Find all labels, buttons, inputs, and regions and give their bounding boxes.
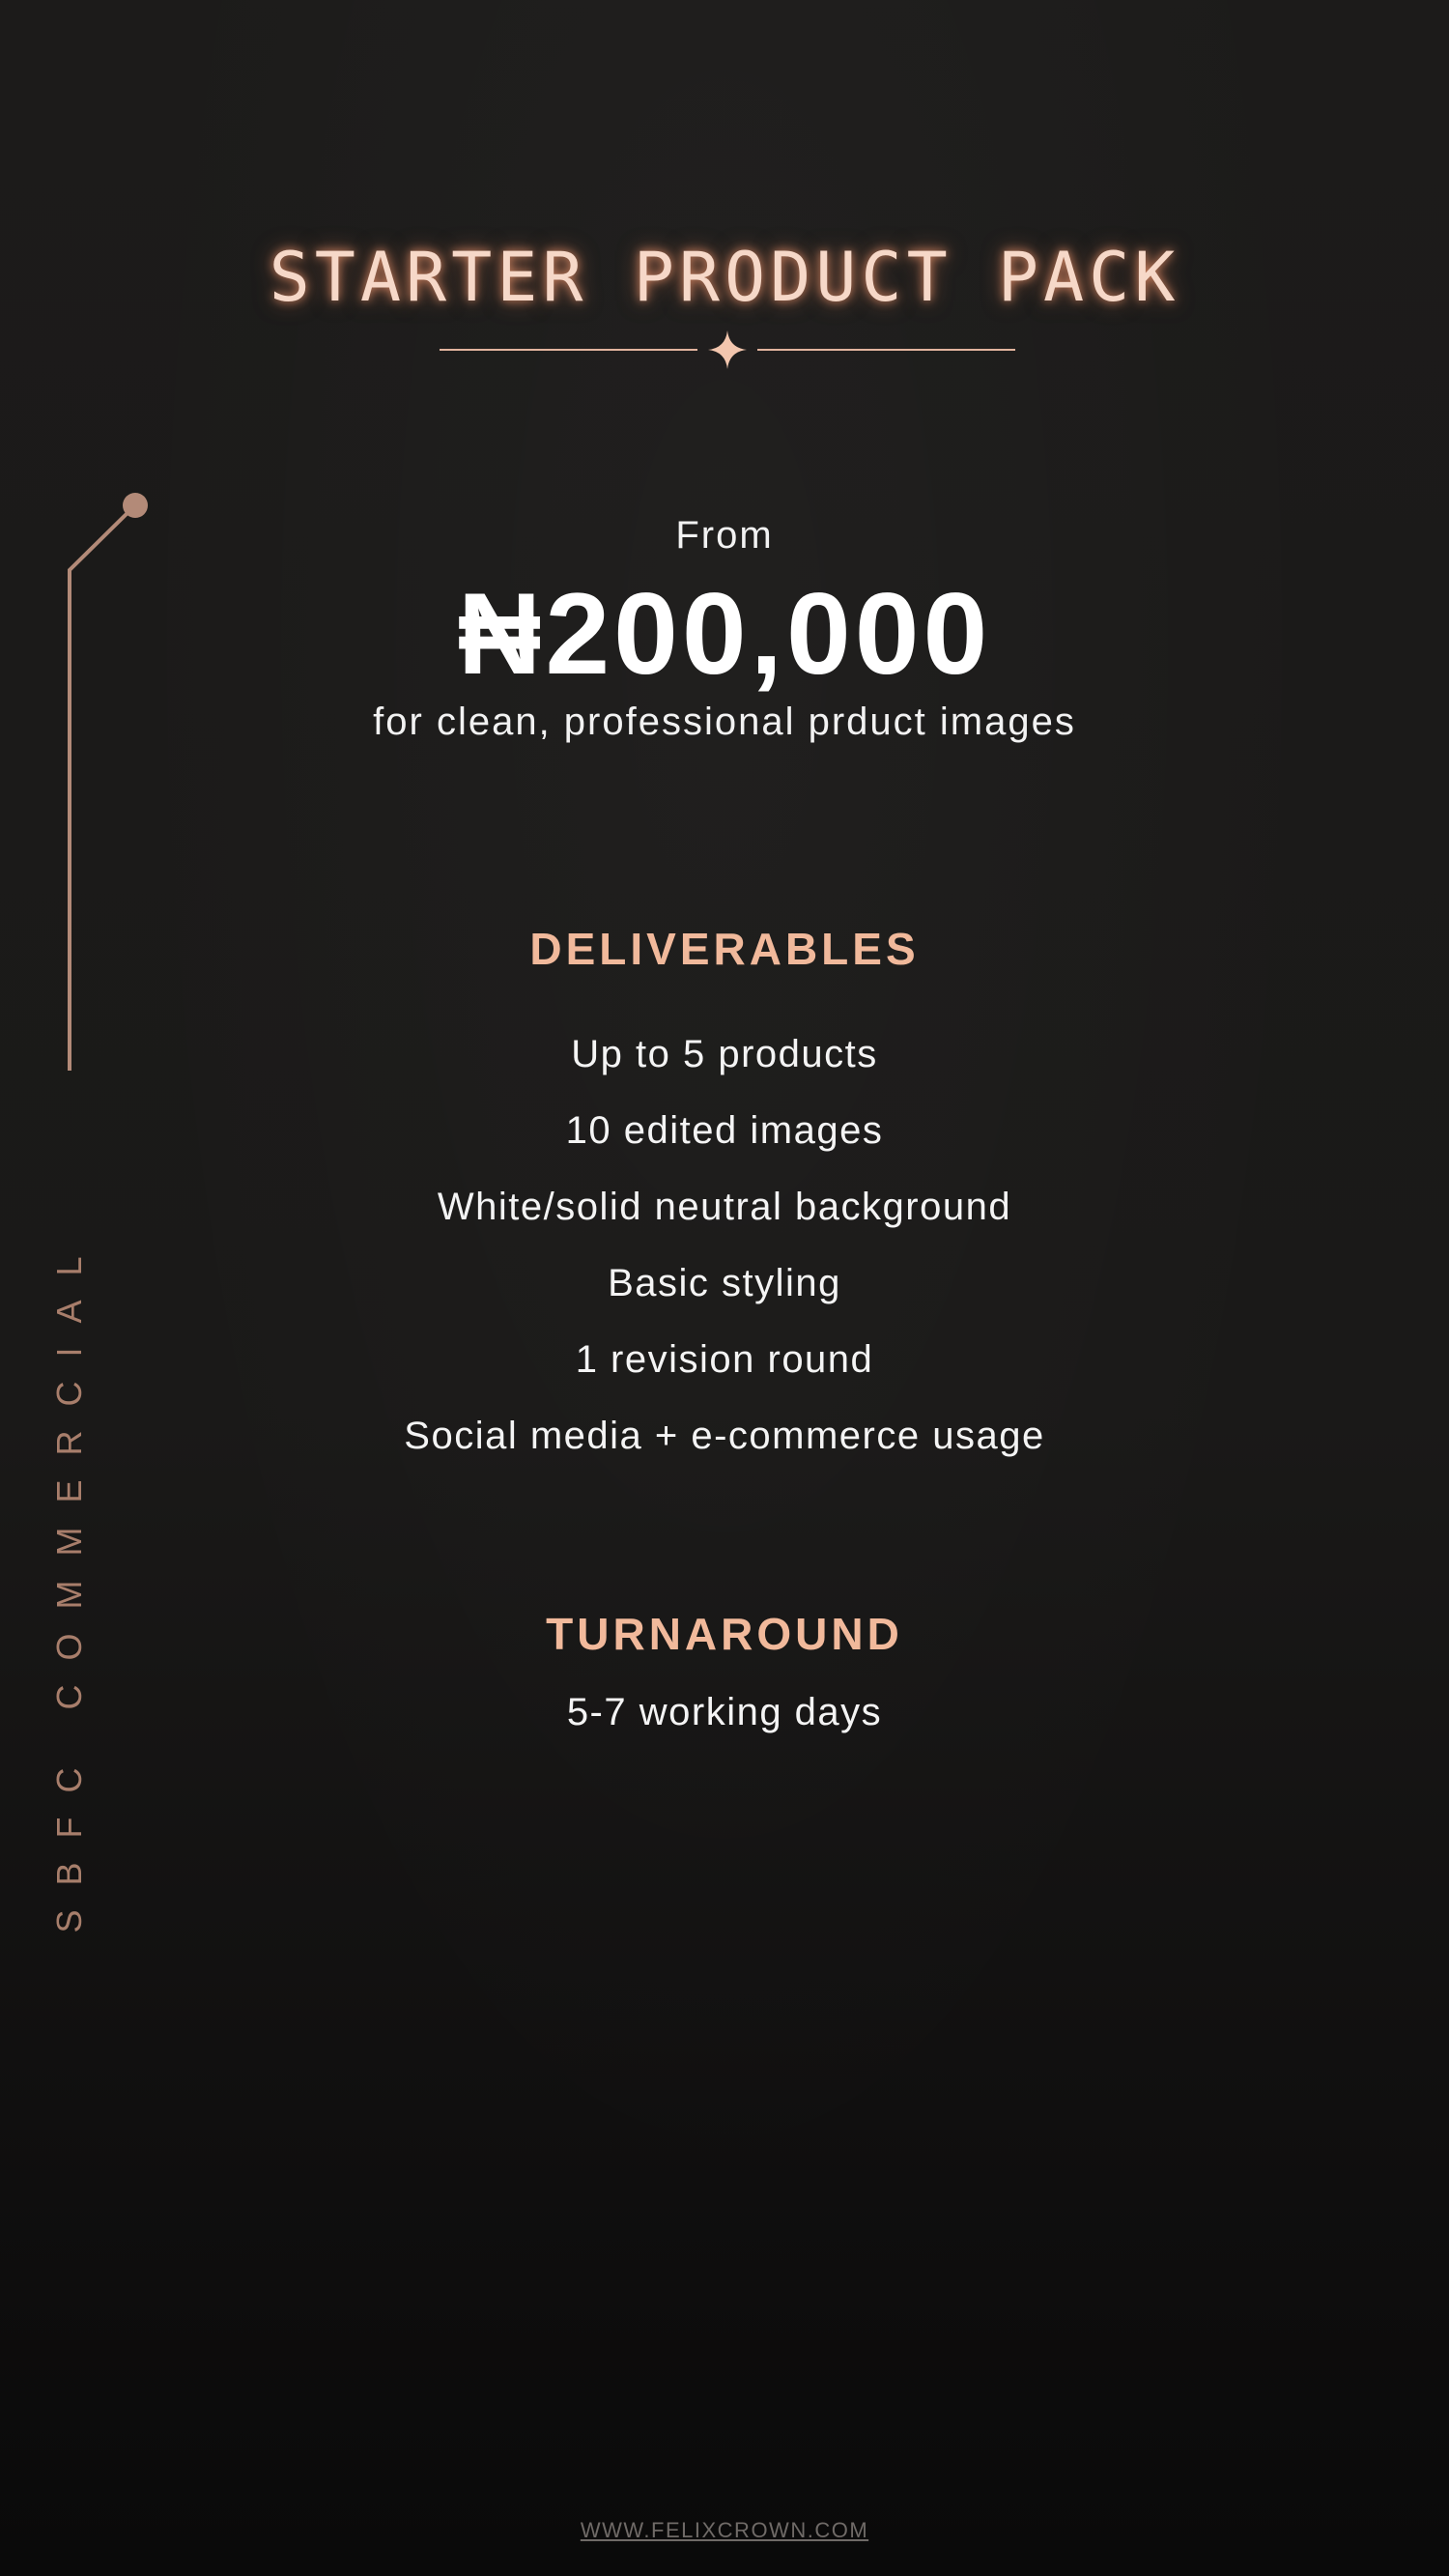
deliverable-item: Basic styling — [608, 1262, 841, 1304]
turnaround-heading: TURNAROUND — [546, 1609, 903, 1659]
deliverable-item: White/solid neutral background — [437, 1186, 1012, 1228]
deliverable-item: Up to 5 products — [571, 1033, 878, 1075]
deliverables-list — [0, 1027, 1449, 1485]
deliverables-heading: DELIVERABLES — [529, 924, 920, 974]
price-description: for clean, professional prduct images — [373, 701, 1076, 743]
website-link[interactable]: WWW.FELIXCROWN.COM — [580, 2518, 869, 2542]
deliverable-item: Social media + e-commerce usage — [404, 1415, 1045, 1457]
price-amount: ₦200,000 — [457, 569, 992, 699]
turnaround-value: 5-7 working days — [566, 1691, 883, 1733]
deliverable-item: 10 edited images — [565, 1109, 884, 1152]
brand-label: SBFC COMMERCIAL — [49, 1232, 89, 1933]
sparkle-divider-icon — [435, 329, 1020, 371]
page-title: STARTER PRODUCT PACK — [269, 238, 1180, 317]
price-prefix: From — [675, 514, 774, 557]
deliverable-item: 1 revision round — [575, 1338, 874, 1381]
